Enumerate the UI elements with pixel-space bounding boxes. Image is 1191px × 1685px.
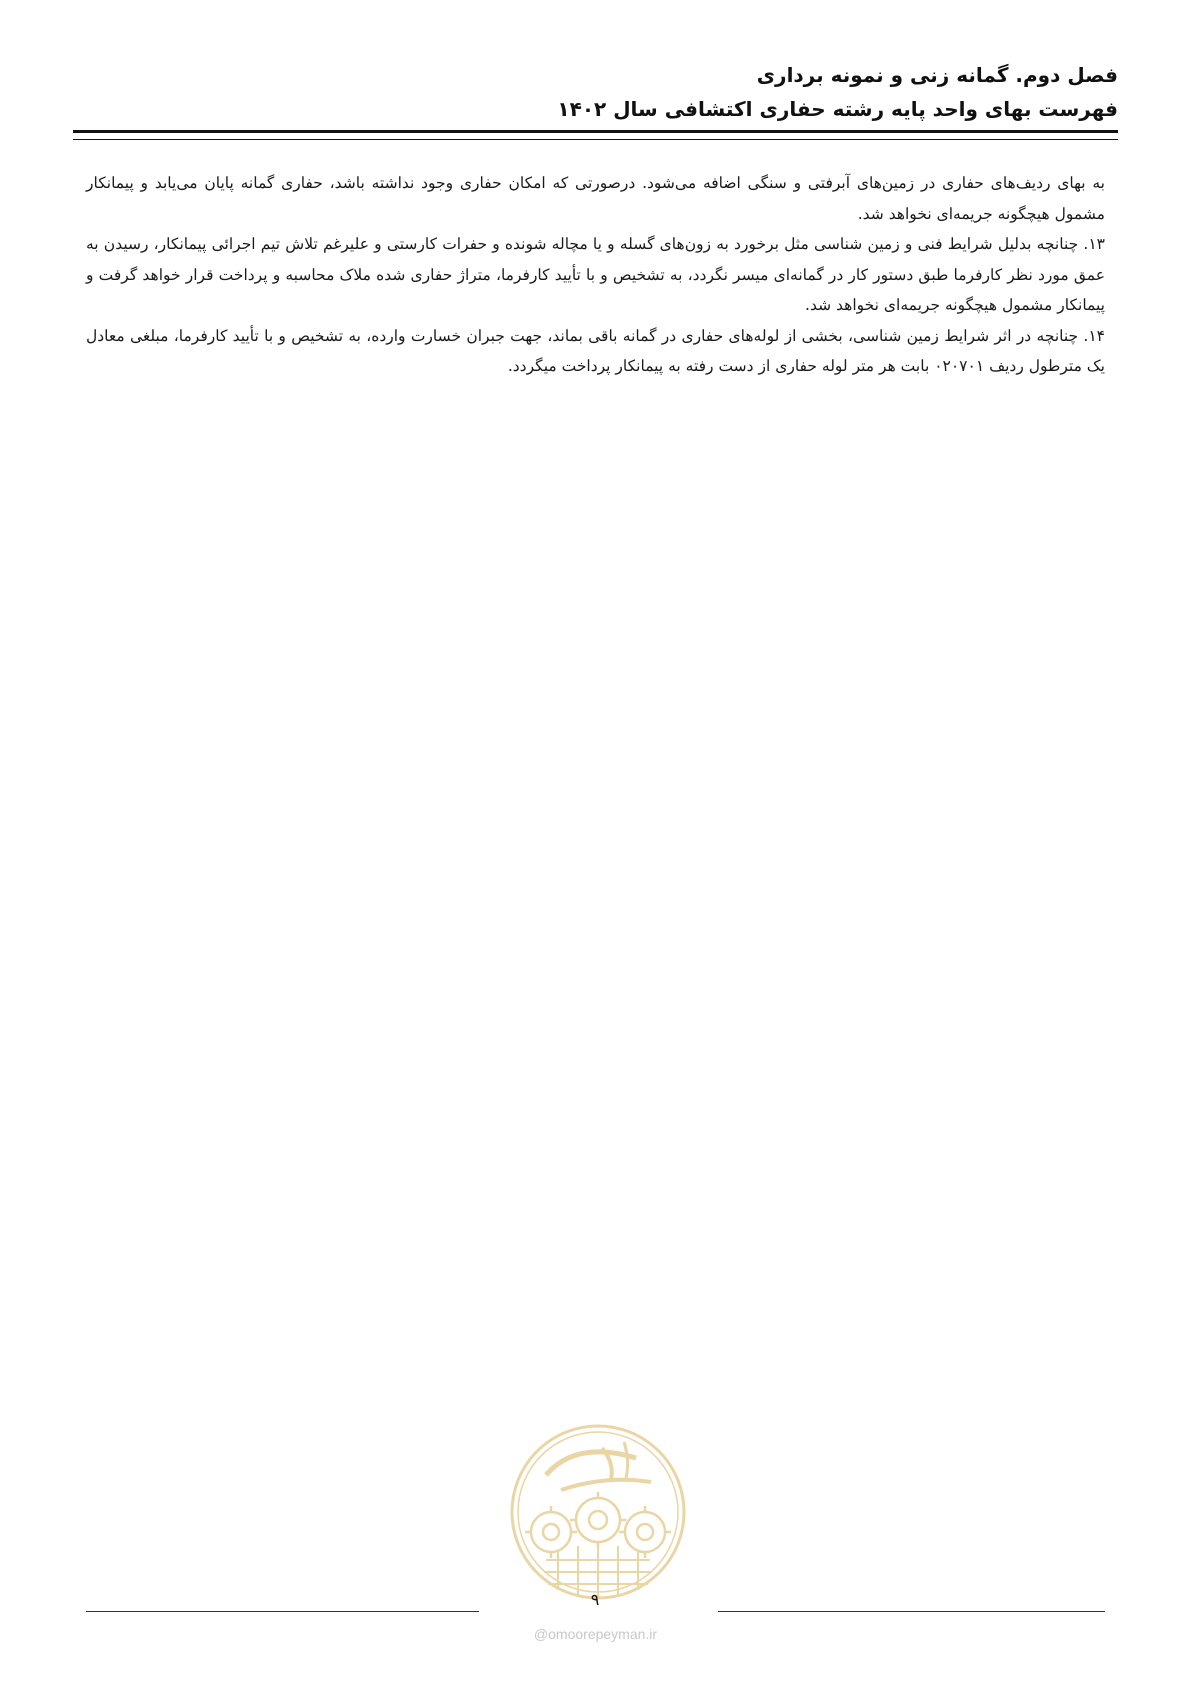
footer-website: @omoorepeyman.ir bbox=[533, 1626, 658, 1642]
page-header bbox=[73, 58, 1118, 126]
body-text bbox=[86, 168, 1105, 382]
logo-seal-icon bbox=[506, 1420, 690, 1604]
paragraph-13: ۱۳. چنانچه بدلیل شرایط فنی و زمین شناسی مثل برخورد به زون‌های گسله و یا مچاله شونده و حفرات کارستی و علیرغم تلاش تیم اجرائی پیمانکار، رسیدن به عمق مورد نظر کارفرما طبق دستور کار در گمانه‌ای میسر نگردد، به تشخیص و با تأیید کارفرما، متراژ حفاری شده ملاک محاسبه و پرداخت قرار خواهد گرفت و پیمانکار مشمول هیچگونه جریمه‌ای نخواهد شد. bbox=[86, 235, 1105, 314]
chapter-title: فصل دوم. گمانه زنی و نمونه برداری bbox=[756, 63, 1118, 87]
page-number: ۹ bbox=[590, 1590, 600, 1609]
paragraph-continuation: به بهای ردیف‌های حفاری در زمین‌های آبرفتی و سنگی اضافه می‌شود. درصورتی که امکان حفاری وجود نداشته باشد، حفاری گمانه پایان می‌یابد و پیمانکار مشمول هیچگونه جریمه‌ای نخواهد شد. bbox=[86, 174, 1105, 223]
footer-divider-left bbox=[86, 1611, 479, 1612]
watermark-logo bbox=[506, 1420, 690, 1604]
paragraph-14: ۱۴. چنانچه در اثر شرایط زمین شناسی، بخشی از لوله‌های حفاری در گمانه باقی بماند، جهت جبران خسارت وارده، به تشخیص و با تأیید کارفرما، مبلغی معادل یک مترطول ردیف ۰۲۰۷۰۱ بابت هر متر لوله حفاری از دست رفته به پیمانکار پرداخت میگردد. bbox=[86, 326, 1105, 375]
header-divider bbox=[73, 130, 1118, 140]
footer-divider-right bbox=[718, 1611, 1105, 1612]
document-title: فهرست بهای واحد پایه رشته حفاری اکتشافی سال ۱۴۰۲ bbox=[557, 97, 1118, 121]
